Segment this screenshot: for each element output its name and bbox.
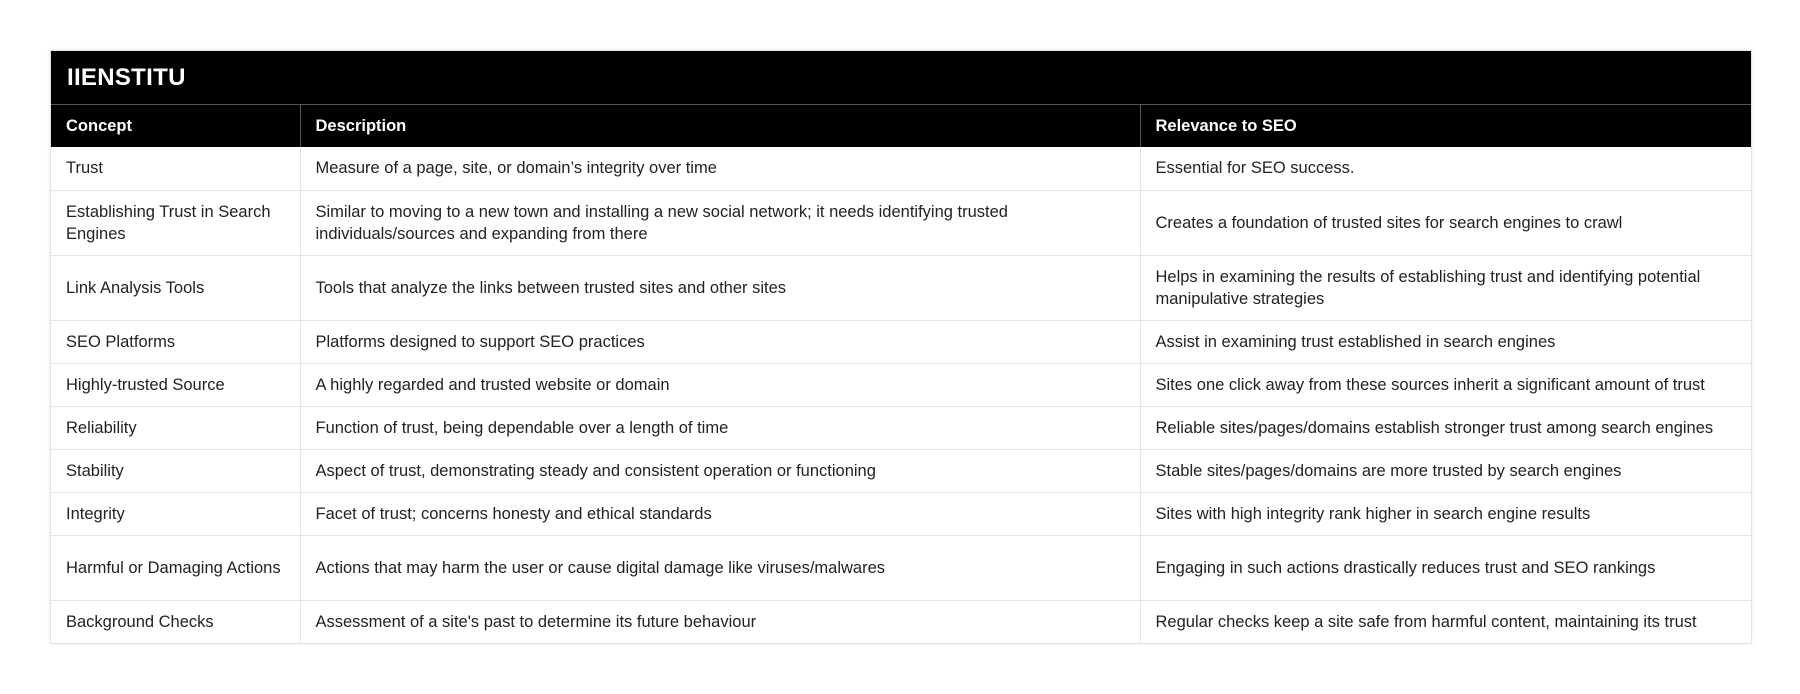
cell-relevance: Assist in examining trust established in search engines (1140, 320, 1751, 363)
cell-concept: Establishing Trust in Search Engines (51, 190, 300, 255)
cell-relevance: Sites with high integrity rank higher in search engine results (1140, 492, 1751, 535)
header-concept: Concept (51, 105, 300, 147)
cell-description: Measure of a page, site, or domain’s integrity over time (300, 147, 1140, 190)
cell-description: A highly regarded and trusted website or domain (300, 363, 1140, 406)
table-row (51, 190, 1751, 255)
cell-description: Similar to moving to a new town and installing a new social network; it needs identifying trusted individuals/sources and expanding from there (300, 190, 1140, 255)
header-description: Description (300, 105, 1140, 147)
cell-relevance: Creates a foundation of trusted sites for search engines to crawl (1140, 190, 1751, 255)
header-relevance: Relevance to SEO (1140, 105, 1751, 147)
cell-concept: Integrity (51, 492, 300, 535)
cell-description: Facet of trust; concerns honesty and ethical standards (300, 492, 1140, 535)
table-row (51, 492, 1751, 535)
cell-relevance: Regular checks keep a site safe from harmful content, maintaining its trust (1155, 612, 1697, 631)
concept-table-container (50, 50, 1752, 644)
cell-concept: Highly-trusted Source (51, 363, 300, 406)
header-row (51, 105, 1751, 147)
table-brand-title: IIENSTITU (51, 51, 1751, 105)
table-row (51, 600, 1751, 643)
concept-table (51, 105, 1751, 643)
table-row (51, 320, 1751, 363)
cell-description: Platforms designed to support SEO practices (300, 320, 1140, 363)
cell-description: Actions that may harm the user or cause digital damage like viruses/malwares (300, 535, 1140, 600)
cell-concept: Stability (51, 449, 300, 492)
cell-relevance: Engaging in such actions drastically reduces trust and SEO rankings (1140, 535, 1751, 600)
table-row (51, 147, 1751, 190)
cell-relevance: Helps in examining the results of establishing trust and identifying potential manipulative strategies (1140, 255, 1751, 320)
table-row (51, 255, 1751, 320)
cell-concept: Link Analysis Tools (51, 255, 300, 320)
cell-description: Function of trust, being dependable over a length of time (300, 406, 1140, 449)
table-header (51, 105, 1751, 147)
cell-relevance: Sites one click away from these sources inherit a significant amount of trust (1140, 363, 1751, 406)
table-row (51, 406, 1751, 449)
cell-concept: Background Checks (51, 600, 300, 643)
cell-relevance: Stable sites/pages/domains are more trusted by search engines (1140, 449, 1751, 492)
cell-description: Tools that analyze the links between trusted sites and other sites (300, 255, 1140, 320)
cell-concept: SEO Platforms (51, 320, 300, 363)
cell-description: Assessment of a site's past to determine its future behaviour (300, 600, 1140, 643)
cell-concept: Reliability (51, 406, 300, 449)
cell-concept: Harmful or Damaging Actions (51, 535, 300, 600)
cell-relevance: Essential for SEO success. (1140, 147, 1751, 190)
cell-relevance: Reliable sites/pages/domains establish stronger trust among search engines (1140, 406, 1751, 449)
table-row (51, 363, 1751, 406)
cell-concept: Trust (51, 147, 300, 190)
table-row (51, 535, 1751, 600)
cell-description: Aspect of trust, demonstrating steady and consistent operation or functioning (300, 449, 1140, 492)
table-body (51, 147, 1751, 643)
table-row (51, 449, 1751, 492)
